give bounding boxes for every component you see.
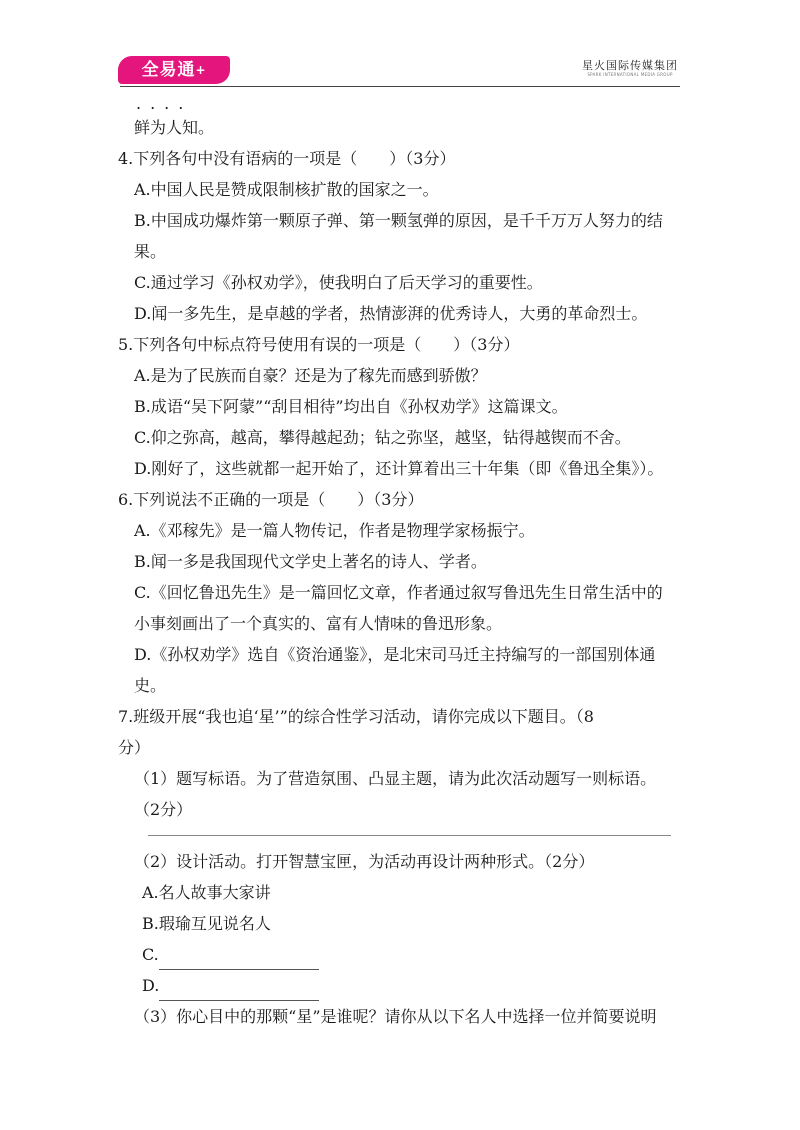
q5-option-d: D.刚好了，这些就都一起开始了，还计算着出三十年集（即《鲁迅全集》）。 xyxy=(134,459,664,478)
q7-option-d: D. xyxy=(142,976,160,995)
page-header xyxy=(0,0,800,90)
q4-option-b-cont: 果。 xyxy=(134,242,167,261)
continued-line: 鲜为人知。 xyxy=(134,118,215,137)
q6-option-d: D.《孙权劝学》选自《资治通鉴》，是北宋司马迁主持编写的一部国别体通 xyxy=(134,645,656,664)
fill-blank-d[interactable] xyxy=(159,982,319,1001)
q7-part2: （2）设计活动。打开智慧宝匣，为活动再设计两种形式。（2分） xyxy=(134,852,595,871)
q4-option-c: C.通过学习《孙权劝学》，使我明白了后天学习的重要性。 xyxy=(134,273,543,292)
document-body xyxy=(118,96,688,1032)
brand-block xyxy=(582,60,678,78)
logo-plus: + xyxy=(195,63,207,77)
q7-part1: （1）题写标语。为了营造氛围、凸显主题，请为此次活动题写一则标语。 xyxy=(134,769,657,788)
q7-option-c-row xyxy=(118,939,688,970)
q6-option-c: C.《回忆鲁迅先生》是一篇回忆文章，作者通过叙写鲁迅先生日常生活中的 xyxy=(134,583,663,602)
q7-option-d-row xyxy=(118,970,688,1001)
q5-option-c: C.仰之弥高，越高，攀得越起劲；钻之弥坚，越坚，钻得越锲而不舍。 xyxy=(134,428,631,447)
q7-stem: 7.班级开展“我也追‘星’”的综合性学习活动，请你完成以下题目。（8 xyxy=(118,707,594,726)
q6-option-b: B.闻一多是我国现代文学史上著名的诗人、学者。 xyxy=(134,552,487,571)
q4-stem: 4.下列各句中没有语病的一项是（ ）（3分） xyxy=(118,149,456,168)
brand-subtitle: SPARK INTERNATIONAL MEDIA GROUP xyxy=(587,72,673,77)
q4-option-d: D.闻一多先生，是卓越的学者，热情澎湃的优秀诗人，大勇的革命烈士。 xyxy=(134,304,648,323)
q4-option-b: B.中国成功爆炸第一颗原子弹、第一颗氢弹的原因，是千千万万人努力的结 xyxy=(134,211,663,230)
q7-option-c: C. xyxy=(142,945,159,964)
brand-name: 星火国际传媒集团 xyxy=(582,59,678,72)
q4-option-a: A.中国人民是赞成限制核扩散的国家之一。 xyxy=(134,180,439,199)
emphasis-dots: .... xyxy=(136,94,193,113)
q7-part3: （3）你心目中的那颗“星”是谁呢？请你从以下名人中选择一位并简要说明 xyxy=(134,1007,657,1026)
q7-part1-cont: （2分） xyxy=(134,800,193,819)
q5-option-a: A.是为了民族而自豪？还是为了稼先而感到骄傲？ xyxy=(134,366,487,385)
q6-stem: 6.下列说法不正确的一项是（ ）（3分） xyxy=(118,490,424,509)
header-divider xyxy=(120,86,680,87)
q6-option-c-cont: 小事刻画出了一个真实的、富有人情味的鲁迅形象。 xyxy=(134,614,503,633)
fill-blank-c[interactable] xyxy=(159,951,319,970)
answer-line[interactable] xyxy=(148,835,671,836)
q7-option-b: B.瑕瑜互见说名人 xyxy=(142,914,271,933)
publisher-logo xyxy=(118,56,230,84)
q6-option-d-cont: 史。 xyxy=(134,676,167,695)
q7-stem-cont: 分） xyxy=(118,738,151,757)
logo-text: 全易通 xyxy=(141,60,196,80)
q7-option-a: A.名人故事大家讲 xyxy=(142,883,271,902)
q5-option-b: B.成语“吴下阿蒙”“刮目相待”均出自《孙权劝学》这篇课文。 xyxy=(134,397,568,416)
q5-stem: 5.下列各句中标点符号使用有误的一项是（ ）（3分） xyxy=(118,335,520,354)
q6-option-a: A.《邓稼先》是一篇人物传记，作者是物理学家杨振宁。 xyxy=(134,521,535,540)
